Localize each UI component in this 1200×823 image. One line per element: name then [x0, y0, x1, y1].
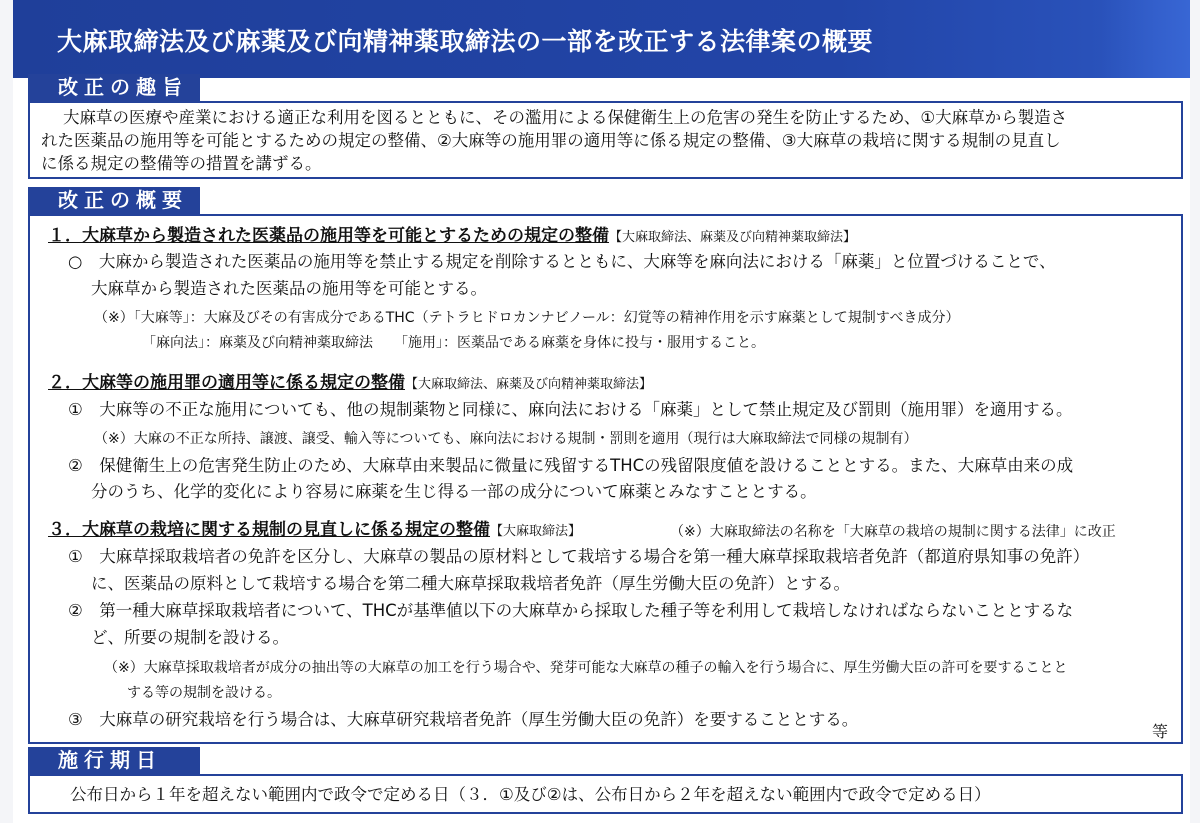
overview-box: [28, 214, 1183, 744]
purpose-line-3: に係る規定の整備等の措置を講ずる。: [41, 154, 322, 173]
section-3-note-2-line-2: する等の規制を設ける。: [127, 685, 281, 701]
section-2-item-2-line-2: 分のうち、化学的変化により容易に麻薬を生じ得る一部の成分について麻薬とみなすこととする。: [91, 482, 817, 501]
section-2-heading: [48, 373, 652, 395]
purpose-line-1: 大麻草の医療や産業における適正な利用を図るとともに、その濫用による保健衛生上の危害の発生を防止するため、①大麻草から製造さ: [63, 108, 1068, 127]
page-title: 大麻取締法及び麻薬及び向精神薬取締法の一部を改正する法律案の概要: [57, 27, 874, 56]
section-1-tag: 【大麻取締法、麻薬及び向精神薬取締法】: [609, 230, 857, 245]
section-3-item-2-line-2: ど、所要の規制を設ける。: [91, 628, 289, 647]
section-3-tag: 【大麻取締法】: [490, 524, 582, 539]
section-1-note-1: （※）「大麻等」：大麻及びその有害成分であるTHC（テトラヒドロカンナビノール：幻覚等の精神作用を示す麻薬として規制すべき成分）: [94, 310, 960, 326]
effective-heading: 施行期日: [28, 747, 200, 774]
section-3-item-1-line-1: ① 大麻草採取栽培者の免許を区分し、大麻草の製品の原材料として栽培する場合を第一種大麻草採取栽培者免許（都道府県知事の免許）: [68, 547, 1090, 566]
section-3-title: ３．大麻草の栽培に関する規制の見直しに係る規定の整備: [48, 520, 490, 540]
purpose-box: [28, 101, 1183, 179]
section-2-title: ２．大麻等の施用罪の適用等に係る規定の整備: [48, 373, 405, 393]
slide: [13, 0, 1190, 823]
purpose-line-2: れた医薬品の施用等を可能とするための規定の整備、②大麻等の施用罪の適用等に係る規定の整備、③大麻草の栽培に関する規制の見直し: [41, 131, 1061, 150]
section-3-rename-note: （※）大麻取締法の名称を「大麻草の栽培の規制に関する法律」に改正: [670, 524, 1116, 540]
section-3-item-1-line-2: に、医薬品の原料として栽培する場合を第二種大麻草採取栽培者免許（厚生労働大臣の免許）とする。: [91, 574, 850, 593]
section-1-line-1: ○ 大麻から製造された医薬品の施用等を禁止する規定を削除するとともに、大麻等を麻向法における「麻薬」と位置づけることで、: [68, 252, 1056, 271]
section-3-heading: [48, 520, 581, 542]
etc-mark: 等: [1152, 722, 1169, 741]
section-2-note-1: （※）大麻の不正な所持、譲渡、譲受、輸入等についても、麻向法における規制・罰則を適用（現行は大麻取締法で同様の規制有）: [94, 431, 918, 447]
section-1-title: １．大麻草から製造された医薬品の施用等を可能とするための規定の整備: [48, 226, 609, 246]
section-1-line-2: 大麻草から製造された医薬品の施用等を可能とする。: [91, 279, 487, 298]
section-2-tag: 【大麻取締法、麻薬及び向精神薬取締法】: [405, 377, 653, 392]
effective-box: [28, 774, 1183, 814]
title-bar-accent: [1100, 0, 1190, 78]
section-3-item-3: ③ 大麻草の研究栽培を行う場合は、大麻草研究栽培者免許（厚生労働大臣の免許）を要することとする。: [68, 710, 859, 729]
section-2-item-1: ① 大麻等の不正な施用についても、他の規制薬物と同様に、麻向法における「麻薬」として禁止規定及び罰則（施用罪）を適用する。: [68, 400, 1073, 419]
purpose-heading: 改正の趣旨: [28, 74, 200, 101]
section-3-note-2-line-1: （※）大麻草採取栽培者が成分の抽出等の大麻草の加工を行う場合や、発芽可能な大麻草の種子の輸入を行う場合に、厚生労働大臣の許可を要することと: [104, 660, 1068, 676]
section-2-item-2-line-1: ② 保健衛生上の危害発生防止のため、大麻草由来製品に微量に残留するTHCの残留限度値を設けることとする。また、大麻草由来の成: [68, 456, 1074, 475]
overview-heading: 改正の概要: [28, 187, 200, 214]
effective-text: 公布日から１年を超えない範囲内で政令で定める日（３．①及び②は、公布日から２年を超えない範囲内で政令で定める日）: [70, 785, 991, 804]
section-1-heading: [48, 226, 856, 248]
title-bar: [13, 0, 1190, 78]
section-1-note-2: 「麻向法」：麻薬及び向精神薬取締法 「施用」：医薬品である麻薬を身体に投与・服用すること。: [142, 335, 765, 351]
section-3-item-2-line-1: ② 第一種大麻草採取栽培者について、THCが基準値以下の大麻草から採取した種子等を利用して栽培しなければならないこととするな: [68, 601, 1074, 620]
